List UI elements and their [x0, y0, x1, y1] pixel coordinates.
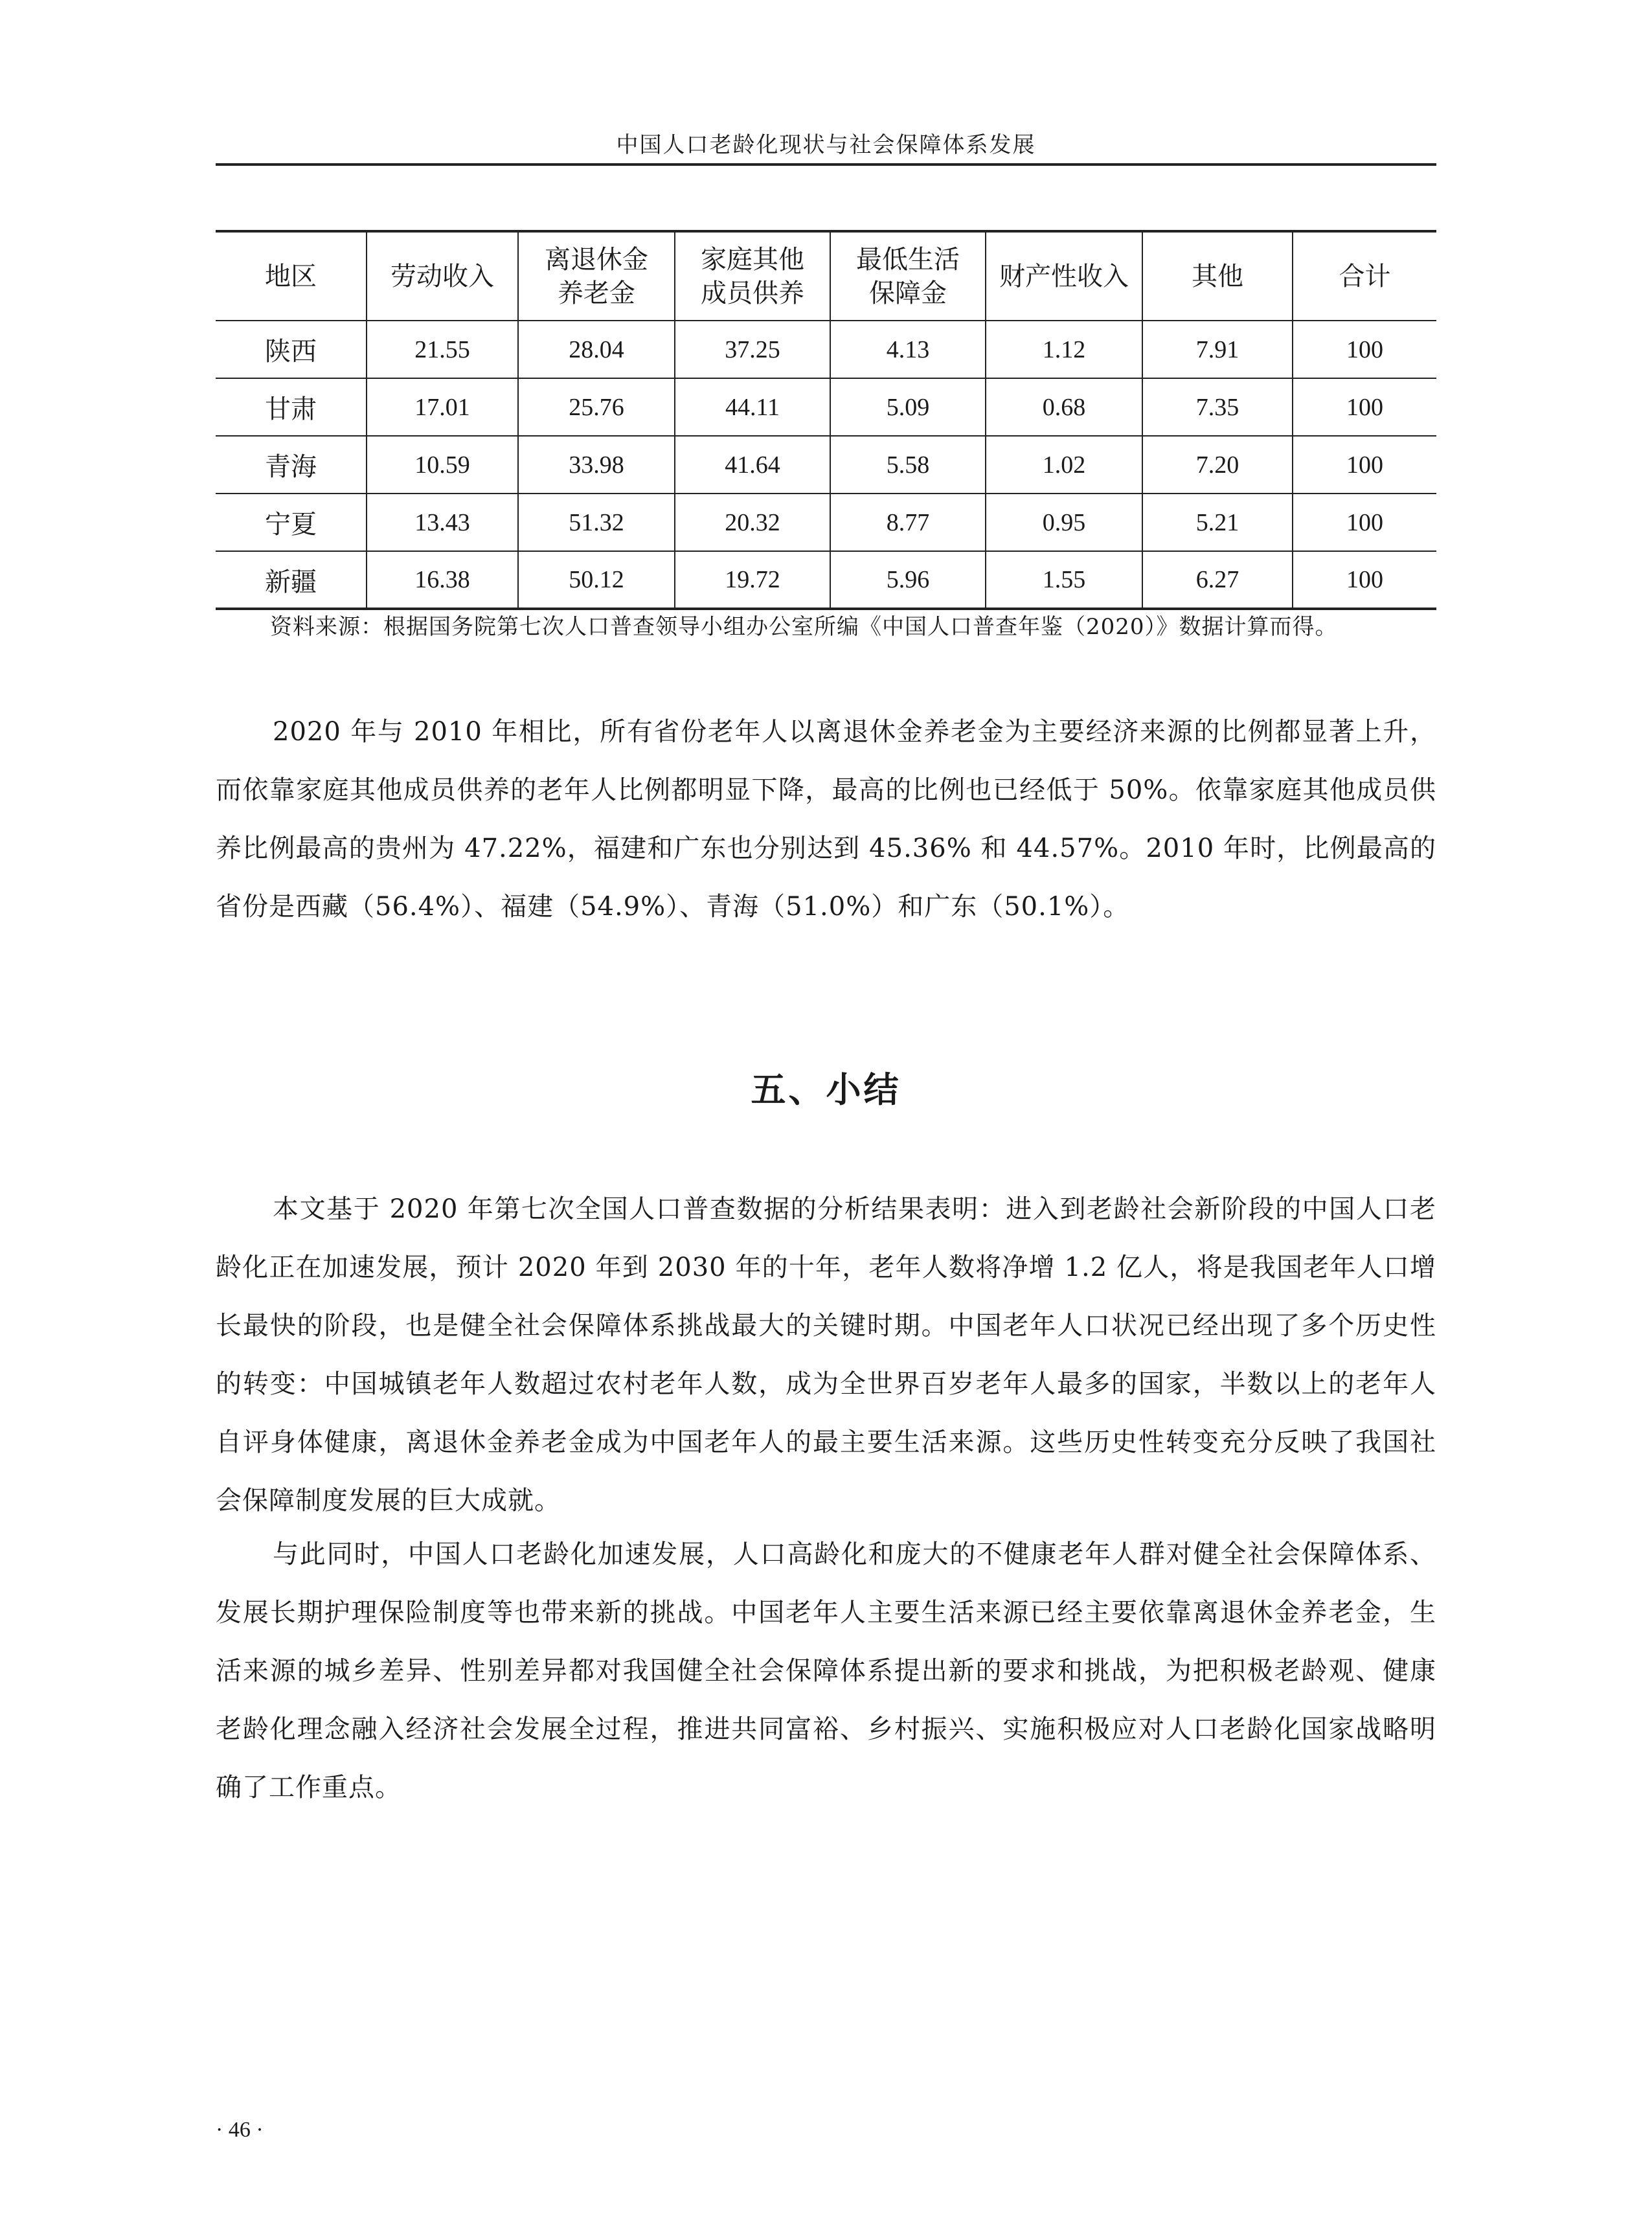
cell-value: 100 — [1293, 436, 1436, 494]
cell-value: 0.68 — [986, 378, 1142, 436]
cell-value: 28.04 — [518, 321, 675, 378]
cell-value: 44.11 — [675, 378, 830, 436]
cell-value: 1.12 — [986, 321, 1142, 378]
cell-value: 21.55 — [367, 321, 518, 378]
body-paragraph: 2020 年与 2010 年相比，所有省份老年人以离退休金养老金为主要经济来源的比例都显著上升，而依靠家庭其他成员供养的老年人比例都明显下降，最高的比例也已经低于 50%。依靠家庭其他成员供养比例最高的贵州为 47.22%，福建和广东也分别达到 45.36% 和 44.57%。2010 年时，比例最高的省份是西藏（56.4%）、福建（54.9%）、青海（51.0%）和广东（50.1%）。 — [216, 717, 1436, 922]
header-text: 家庭其他 成员供养 — [701, 244, 804, 308]
page-number: · 46 · — [216, 2118, 264, 2142]
cell-value: 17.01 — [367, 378, 518, 436]
income-source-table — [216, 230, 1436, 610]
cell-value: 51.32 — [518, 494, 675, 551]
cell-value: 5.21 — [1142, 494, 1293, 551]
cell-value: 25.76 — [518, 378, 675, 436]
section-heading: 五、小结 — [751, 1069, 901, 1110]
col-header-family-support — [675, 231, 830, 321]
cell-value: 13.43 — [367, 494, 518, 551]
header-text: 其他 — [1192, 261, 1243, 291]
table-row — [216, 436, 1436, 494]
cell-value: 100 — [1293, 321, 1436, 378]
cell-value: 33.98 — [518, 436, 675, 494]
running-header: 中国人口老龄化现状与社会保障体系发展 — [616, 132, 1036, 158]
cell-value: 5.09 — [830, 378, 986, 436]
cell-value: 100 — [1293, 494, 1436, 551]
cell-value: 50.12 — [518, 551, 675, 609]
cell-value: 37.25 — [675, 321, 830, 378]
cell-value: 6.27 — [1142, 551, 1293, 609]
cell-region: 宁夏 — [216, 494, 367, 551]
col-header-pension — [518, 231, 675, 321]
cell-value: 1.02 — [986, 436, 1142, 494]
header-text: 合计 — [1339, 261, 1391, 291]
cell-value: 16.38 — [367, 551, 518, 609]
cell-value: 5.96 — [830, 551, 986, 609]
cell-value: 0.95 — [986, 494, 1142, 551]
table-row — [216, 494, 1436, 551]
table-row — [216, 551, 1436, 609]
header-text: 劳动收入 — [390, 261, 494, 291]
body-paragraph: 与此同时，中国人口老龄化加速发展，人口高龄化和庞大的不健康老年人群对健全社会保障体系、发展长期护理保险制度等也带来新的挑战。中国老年人主要生活来源已经主要依靠离退休金养老金，生活来源的城乡差异、性别差异都对我国健全社会保障体系提出新的要求和挑战，为把积极老龄观、健康老龄化理念融入经济社会发展全过程，推进共同富裕、乡村振兴、实施积极应对人口老龄化国家战略明确了工作重点。 — [216, 1539, 1436, 1802]
cell-value: 100 — [1293, 378, 1436, 436]
col-header-min-living-allowance — [830, 231, 986, 321]
cell-region: 新疆 — [216, 551, 367, 609]
cell-value: 41.64 — [675, 436, 830, 494]
table-source-note: 资料来源：根据国务院第七次人口普查领导小组办公室所编《中国人口普查年鉴（2020）》数据计算而得。 — [270, 614, 1338, 640]
cell-value: 4.13 — [830, 321, 986, 378]
cell-region: 青海 — [216, 436, 367, 494]
cell-value: 10.59 — [367, 436, 518, 494]
cell-value: 20.32 — [675, 494, 830, 551]
cell-value: 100 — [1293, 551, 1436, 609]
table-row — [216, 321, 1436, 378]
cell-region: 陕西 — [216, 321, 367, 378]
body-paragraph: 本文基于 2020 年第七次全国人口普查数据的分析结果表明：进入到老龄社会新阶段的中国人口老龄化正在加速发展，预计 2020 年到 2030 年的十年，老年人数将净增 1.2 亿人，将是我国老年人口增长最快的阶段，也是健全社会保障体系挑战最大的关键时期。中国老年人口状况已经出现了多个历史性的转变：中国城镇老年人数超过农村老年人数，成为全世界百岁老年人最多的国家，半数以上的老年人自评身体健康，离退休金养老金成为中国老年人的最主要生活来源。这些历史性转变充分反映了我国社会保障制度发展的巨大成就。 — [216, 1194, 1436, 1516]
cell-value: 1.55 — [986, 551, 1142, 609]
col-header-other — [1142, 231, 1293, 321]
col-header-total — [1293, 231, 1436, 321]
table-header-row — [216, 231, 1436, 321]
cell-value: 7.91 — [1142, 321, 1293, 378]
cell-value: 19.72 — [675, 551, 830, 609]
col-header-labor-income — [367, 231, 518, 321]
header-rule — [216, 163, 1436, 166]
header-text: 最低生活 保障金 — [856, 244, 960, 308]
cell-region: 甘肃 — [216, 378, 367, 436]
table-row — [216, 378, 1436, 436]
cell-value: 8.77 — [830, 494, 986, 551]
col-header-region — [216, 231, 367, 321]
header-text: 离退休金 养老金 — [545, 244, 648, 308]
cell-value: 7.35 — [1142, 378, 1293, 436]
header-text: 地区 — [265, 261, 317, 291]
col-header-property-income — [986, 231, 1142, 321]
cell-value: 5.58 — [830, 436, 986, 494]
cell-value: 7.20 — [1142, 436, 1293, 494]
header-text: 财产性收入 — [999, 261, 1129, 291]
